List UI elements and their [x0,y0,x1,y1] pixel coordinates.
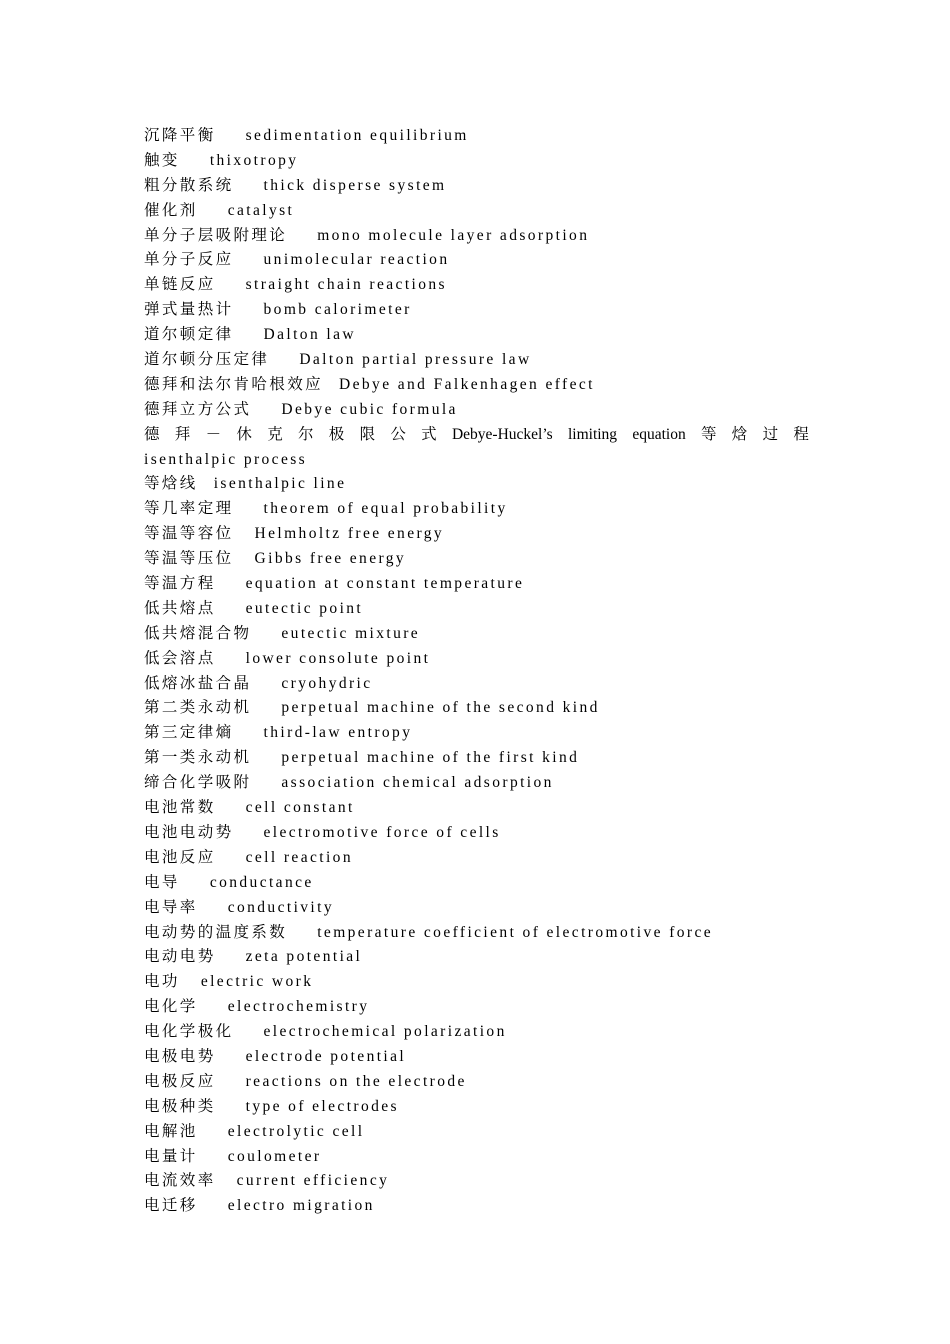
wrapped-entry-token: 拜 [174,425,191,443]
term-english: Dalton partial pressure law [299,351,532,369]
wrapped-entry-token: 极 [328,425,345,443]
wrapped-entry-token: － [205,425,222,443]
glossary-entry [144,398,809,423]
term-chinese: 单分子反应 [144,251,234,269]
term-chinese: 等焓线 [144,475,198,493]
glossary-section-after [144,472,809,1219]
term-chinese: 电化学极化 [144,1023,234,1041]
wrapped-entry-token: 尔 [297,425,314,443]
term-chinese: 电迁移 [144,1197,198,1215]
term-chinese: 弹式量热计 [144,301,234,319]
term-chinese: 等温等容位 [144,525,234,543]
wrapped-entry-token: 式 [421,425,437,443]
term-chinese: 低共熔点 [144,599,216,617]
term-english: eutectic point [245,599,364,617]
glossary-entry [144,1095,809,1120]
wrapped-entry-token: 德 [144,425,160,443]
term-chinese: 电流效率 [144,1172,216,1190]
term-chinese: 电池反应 [144,848,216,866]
term-english: theorem of equal probability [263,500,508,518]
wrapped-entry-first-line [144,423,809,448]
term-english: electrochemistry [227,998,370,1016]
term-english: electrode potential [245,1047,407,1065]
glossary-entry [144,945,809,970]
glossary-entry [144,696,809,721]
term-chinese: 电解池 [144,1122,198,1140]
term-english: electric work [200,973,314,991]
glossary-entry [144,348,809,373]
glossary-entry [144,821,809,846]
term-chinese: 电池常数 [144,799,216,817]
term-chinese: 电池电动势 [144,823,234,841]
wrapped-entry-token: 限 [359,425,376,443]
term-english: sedimentation equilibrium [245,127,469,144]
wrapped-entry-token: 等 [701,425,717,443]
term-chinese: 电功 [144,973,180,991]
glossary-entry [144,1169,809,1194]
term-chinese: 道尔顿定律 [144,326,234,344]
glossary-entry [144,572,809,597]
term-chinese: 单分子层吸附理论 [144,226,288,244]
glossary-entry-wrapped [144,423,809,473]
term-chinese: 电动势的温度系数 [144,923,288,941]
term-chinese: 第二类永动机 [144,699,252,717]
wrapped-entry-token: 程 [793,425,809,443]
term-chinese: 第一类永动机 [144,749,252,767]
term-english: Debye cubic formula [281,400,458,418]
glossary-entry [144,970,809,995]
glossary-entry [144,846,809,871]
glossary-entry [144,273,809,298]
glossary-entry [144,224,809,249]
term-english: conductance [209,873,314,891]
term-chinese: 电极种类 [144,1097,216,1115]
glossary-entry [144,373,809,398]
glossary-entry [144,746,809,771]
wrapped-entry-second-line: isenthalpic process [144,450,308,468]
term-chinese: 道尔顿分压定律 [144,351,270,369]
term-english: unimolecular reaction [263,251,450,269]
term-english: equation at constant temperature [245,575,525,593]
term-chinese: 德拜和法尔肯哈根效应 [144,375,324,393]
term-english: Helmholtz free energy [254,525,445,543]
wrapped-entry-token: 克 [267,425,283,443]
term-chinese: 单链反应 [144,276,216,294]
term-english: catalyst [227,201,295,219]
term-english: temperature coefficient of electromotive force [317,923,714,941]
term-chinese: 电动电势 [144,948,216,966]
term-english: current efficiency [236,1172,390,1190]
term-chinese: 电导率 [144,898,198,916]
glossary-entry [144,174,809,199]
term-english: third-law entropy [263,724,413,742]
term-english: zeta potential [245,948,363,966]
term-english: straight chain reactions [245,276,447,294]
term-english: Debye and Falkenhagen effect [339,375,595,393]
glossary-entry [144,1120,809,1145]
term-chinese: 触变 [144,151,180,169]
term-chinese: 沉降平衡 [144,127,216,144]
term-chinese: 电极反应 [144,1072,216,1090]
term-chinese: 催化剂 [144,201,198,219]
term-chinese: 粗分散系统 [144,176,234,194]
term-english: cell constant [245,799,355,817]
glossary-entry [144,1045,809,1070]
wrapped-entry-token: 公 [390,425,406,443]
glossary-section-before [144,124,809,423]
glossary-entry [144,248,809,273]
term-chinese: 等几率定理 [144,500,234,518]
term-english: conductivity [227,898,334,916]
term-english: coulometer [227,1147,322,1165]
glossary-entry [144,771,809,796]
glossary-entry [144,472,809,497]
glossary-entry [144,1145,809,1170]
glossary-entry [144,497,809,522]
term-english: cell reaction [245,848,353,866]
term-chinese: 德拜立方公式 [144,400,252,418]
glossary-entry [144,871,809,896]
glossary-entry [144,1194,809,1219]
term-chinese: 电化学 [144,998,198,1016]
term-chinese: 低共熔混合物 [144,624,252,642]
glossary-entry [144,298,809,323]
term-english: perpetual machine of the second kind [281,699,600,717]
wrapped-entry-token: 过 [762,425,779,443]
term-chinese: 第三定律熵 [144,724,234,742]
term-chinese: 电导 [144,873,180,891]
term-chinese: 低会溶点 [144,649,216,667]
wrapped-entry-token: 焓 [731,425,748,443]
glossary-list [144,124,809,1219]
term-english: mono molecule layer adsorption [317,226,590,244]
glossary-entry [144,547,809,572]
wrapped-entry-token: Debye-Huckel’s [451,425,553,443]
term-english: Gibbs free energy [254,550,407,568]
glossary-entry [144,199,809,224]
term-english: thick disperse system [263,176,447,194]
glossary-entry [144,323,809,348]
term-english: isenthalpic line [213,475,347,493]
glossary-entry [144,597,809,622]
term-chinese: 低熔冰盐合晶 [144,674,252,692]
term-english: type of electrodes [245,1097,399,1115]
term-chinese: 等温方程 [144,575,216,593]
term-chinese: 电量计 [144,1147,198,1165]
glossary-entry [144,149,809,174]
term-english: electrolytic cell [227,1122,365,1140]
term-english: electrochemical polarization [263,1023,507,1041]
term-english: bomb calorimeter [263,301,412,319]
term-english: thixotropy [209,151,299,169]
glossary-entry [144,796,809,821]
wrapped-entry-token: equation [632,425,686,443]
wrapped-entry-token: 休 [236,425,252,443]
term-english: lower consolute point [245,649,431,667]
glossary-entry [144,622,809,647]
glossary-entry [144,522,809,547]
glossary-entry [144,995,809,1020]
term-chinese: 等温等压位 [144,550,234,568]
term-chinese: 电极电势 [144,1047,216,1065]
glossary-entry [144,647,809,672]
wrapped-entry-token: limiting [567,425,618,443]
glossary-entry [144,1020,809,1045]
term-english: reactions on the electrode [245,1072,467,1090]
term-english: perpetual machine of the first kind [281,749,580,767]
term-english: cryohydric [281,674,373,692]
term-english: eutectic mixture [281,624,421,642]
term-english: electro migration [227,1197,375,1215]
term-english: association chemical adsorption [281,774,554,792]
glossary-entry [144,672,809,697]
glossary-entry [144,721,809,746]
term-english: electromotive force of cells [263,823,501,841]
glossary-entry [144,1070,809,1095]
glossary-entry [144,124,809,149]
glossary-entry [144,921,809,946]
glossary-entry [144,896,809,921]
term-chinese: 缔合化学吸附 [144,774,252,792]
term-english: Dalton law [263,326,356,344]
